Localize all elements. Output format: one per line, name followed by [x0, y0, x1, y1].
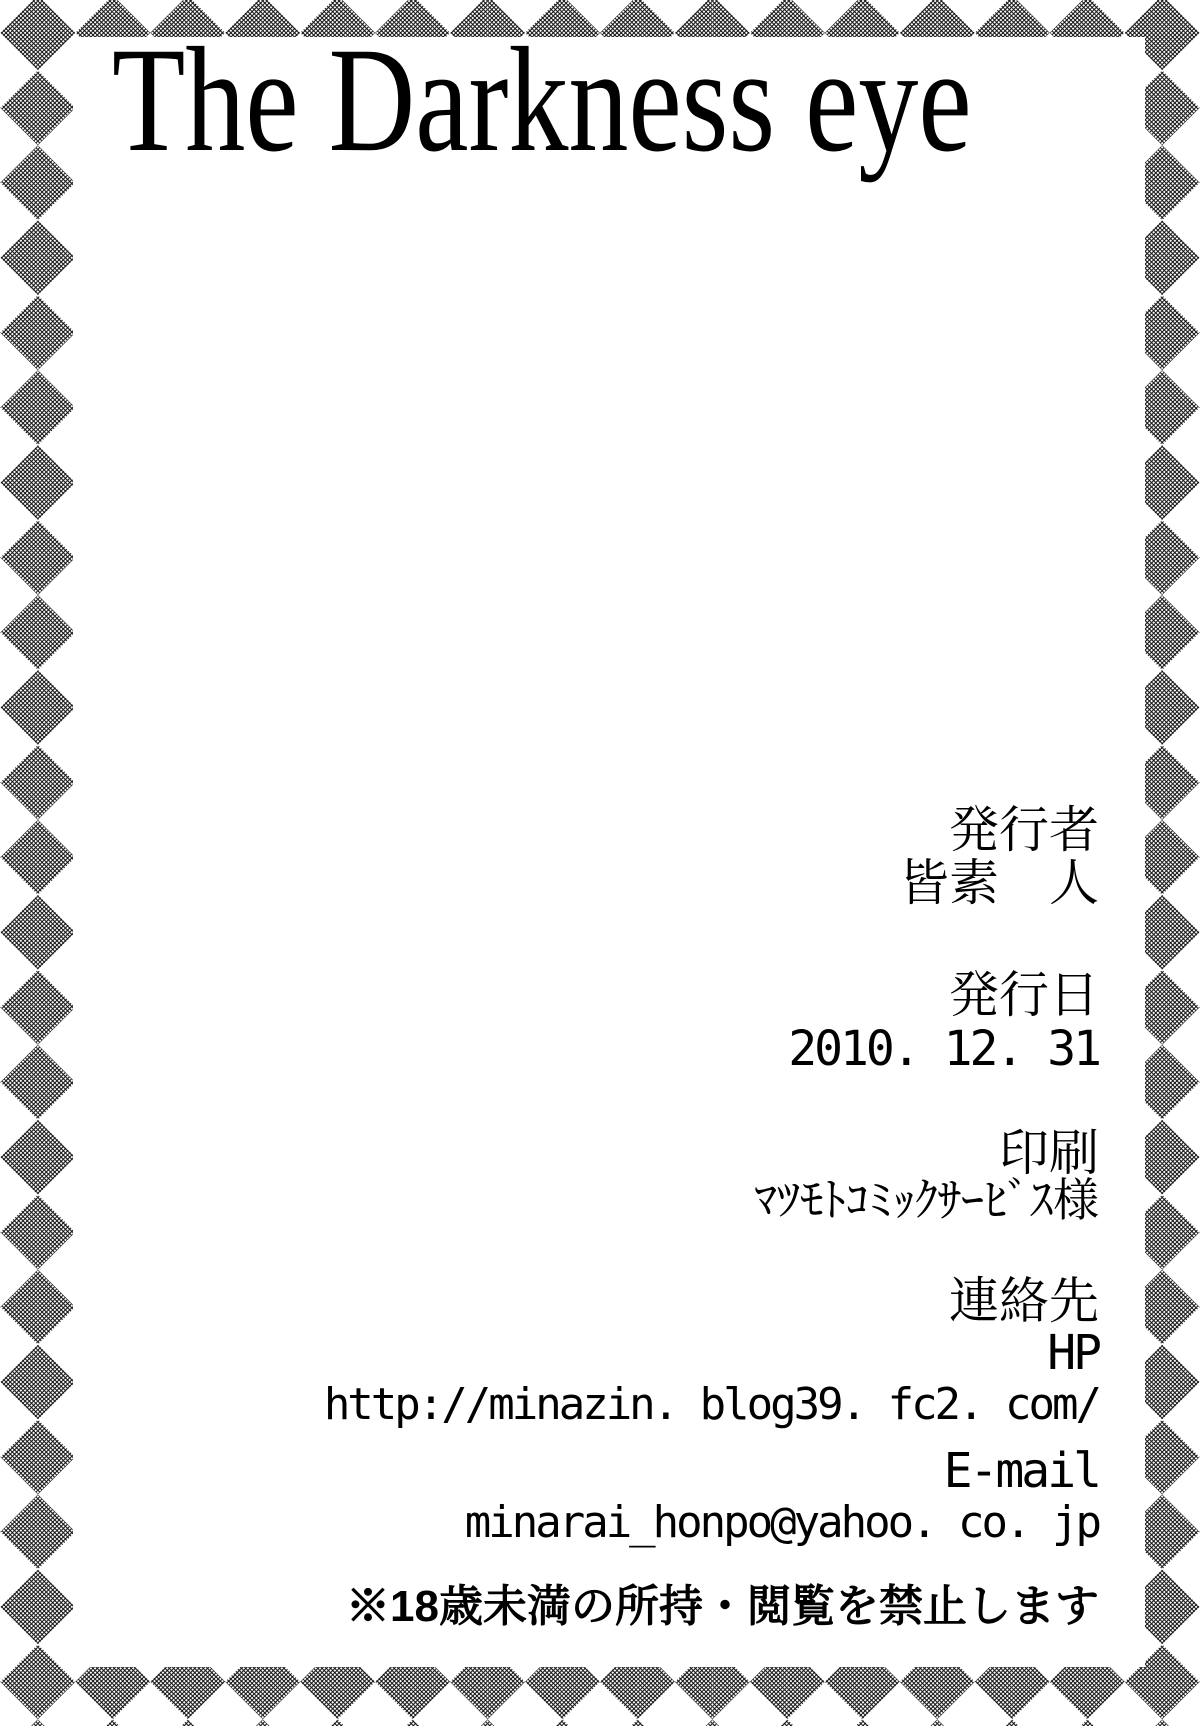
email-address: minarai_honpo@yahoo. co. jp — [464, 1497, 1099, 1548]
publisher-label: 発行者 — [949, 802, 1099, 858]
homepage-url: http://minazin. blog39. fc2. com/ — [323, 1379, 1099, 1430]
printer-label: 印刷 — [999, 1125, 1099, 1181]
printer-name: ﾏﾂﾓﾄｺﾐｯｸｻｰﾋﾞｽ様 — [754, 1174, 1099, 1226]
publisher-name: 皆素 人 — [899, 855, 1099, 911]
email-label: E-mail — [943, 1443, 1099, 1499]
page-title: The Darkness eye — [112, 17, 972, 183]
publication-date-label: 発行日 — [949, 967, 1099, 1023]
contact-label: 連絡先 — [949, 1273, 1099, 1329]
page-sheet — [73, 17, 1145, 1667]
colophon-block — [99, 37, 1099, 1667]
age-restriction-warning: ※18歳未満の所持・閲覧を禁止します — [346, 1582, 1099, 1631]
publication-date-value: 2010. 12. 31 — [788, 1021, 1099, 1077]
homepage-label: HP — [1047, 1325, 1099, 1381]
